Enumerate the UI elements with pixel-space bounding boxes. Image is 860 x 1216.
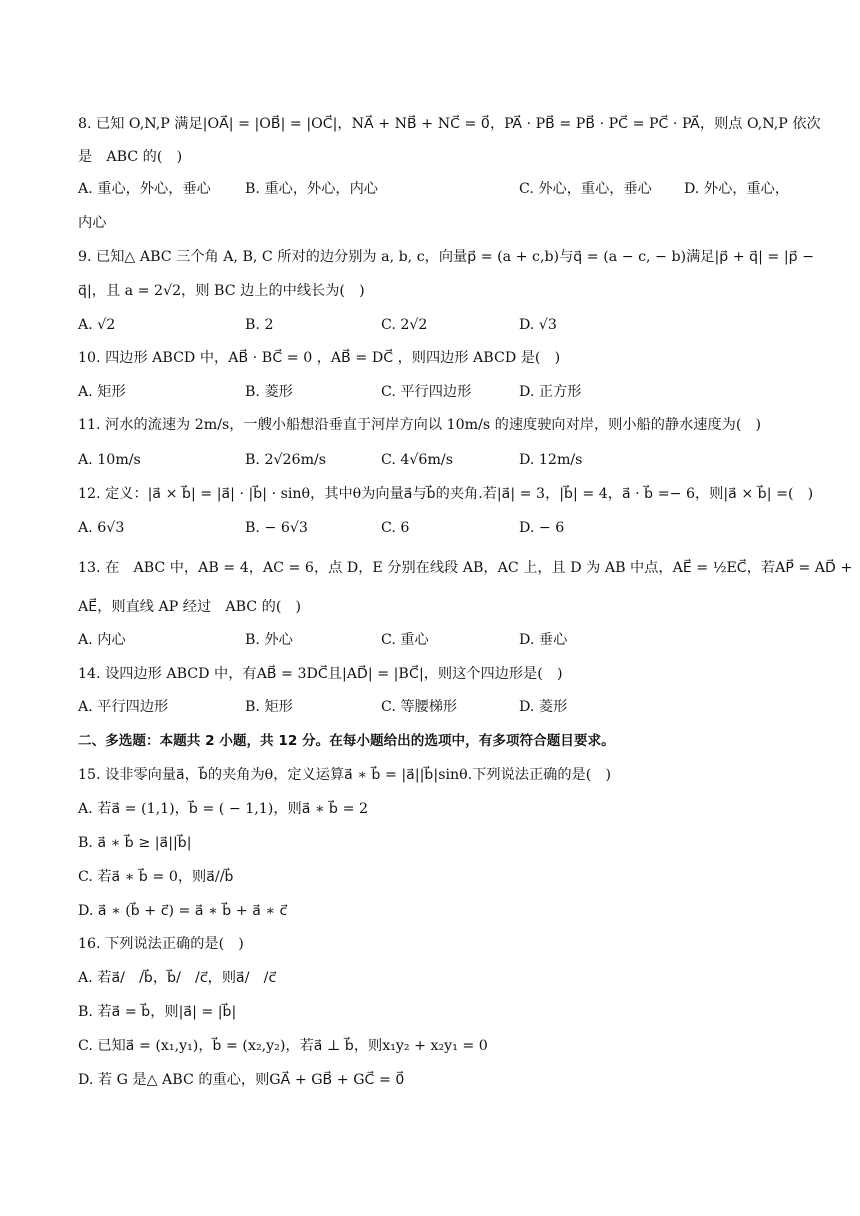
q11-option-b: B. 2√26m/s: [245, 452, 327, 468]
q13-option-d: D. 垂心: [519, 632, 568, 648]
q15-option-d: D. a⃗ ∗ (b⃗ + c⃗) = a⃗ ∗ b⃗ + a⃗ ∗ c⃗: [78, 903, 288, 919]
q10-option-d: D. 正方形: [519, 384, 582, 400]
q8-option-c: C. 外心，重心，垂心: [519, 181, 652, 197]
q14-option-d: D. 菱形: [519, 699, 568, 715]
q9-stem-cont: q⃗|，且 a = 2√2，则 BC 边上的中线长为( ): [78, 283, 365, 299]
q8-option-a: A. 重心，外心，垂心: [78, 181, 211, 197]
q12-options: [78, 518, 784, 538]
q13-options: [78, 630, 784, 650]
q12-option-c: C. 6: [381, 520, 410, 536]
q16-stem: 16. 下列说法正确的是( ): [78, 936, 244, 952]
q15-option-a: A. 若a⃗ = (1,1)，b⃗ = ( − 1,1)，则a⃗ ∗ b⃗ = 2: [78, 801, 368, 817]
q16-option-d: D. 若 G 是△ ABC 的重心，则GA⃗ + GB⃗ + GC⃗ = 0⃗: [78, 1072, 405, 1088]
q10-stem: 10. 四边形 ABCD 中，AB⃗ · BC⃗ = 0 ，AB⃗ = DC⃗ ，则四边形 ABCD 是( ): [78, 350, 561, 366]
q8-stem-cont: 是 ABC 的( ): [78, 149, 183, 165]
q13-stem: 13. 在 ABC 中，AB = 4，AC = 6，点 D，E 分别在线段 AB，AC 上，且 D 为 AB 中点，AE⃗ = ½EC⃗，若AP⃗ = AD⃗ +: [78, 560, 853, 576]
q13-stem-cont: AE⃗，则直线 AP 经过 ABC 的( ): [78, 599, 302, 615]
q14-stem: 14. 设四边形 ABCD 中，有AB⃗ = 3DC⃗且|AD⃗| = |BC⃗|，则这个四边形是( ): [78, 666, 563, 682]
q16-option-a: A. 若a⃗/ /b⃗，b⃗/ /c⃗，则a⃗/ /c⃗: [78, 970, 277, 986]
q10-option-a: A. 矩形: [78, 384, 126, 400]
q11-option-d: D. 12m/s: [519, 452, 583, 468]
q12-option-b: B. − 6√3: [245, 520, 308, 536]
q15-stem: 15. 设非零向量a⃗，b⃗的夹角为θ，定义运算a⃗ ∗ b⃗ = |a⃗||b⃗|sinθ.下列说法正确的是( ): [78, 767, 611, 783]
q12-option-a: A. 6√3: [78, 520, 125, 536]
q8-stem: 8. 已知 O,N,P 满足|OA⃗| = |OB⃗| = |OC⃗|，NA⃗ + NB⃗ + NC⃗ = 0⃗，PA⃗ · PB⃗ = PB⃗ · PC⃗ = PC⃗ · PA⃗，则点 O,N,P 依次: [78, 116, 821, 132]
q13-option-b: B. 外心: [245, 632, 293, 648]
q14-option-b: B. 矩形: [245, 699, 293, 715]
q15-option-b: B. a⃗ ∗ b⃗ ≥ |a⃗||b⃗|: [78, 835, 192, 851]
q9-stem: 9. 已知△ ABC 三个角 A, B, C 所对的边分别为 a, b, c，向量p⃗ = (a + c,b)与q⃗ = (a − c, − b)满足|p⃗ + q⃗| = |p⃗ −: [78, 249, 815, 265]
q12-option-d: D. − 6: [519, 520, 565, 536]
q10-option-b: B. 菱形: [245, 384, 293, 400]
q14-options: [78, 697, 784, 717]
q9-options: [78, 315, 784, 335]
q16-option-c: C. 已知a⃗ = (x₁,y₁)，b⃗ = (x₂,y₂)，若a⃗ ⊥ b⃗，则x₁y₂ + x₂y₁ = 0: [78, 1038, 488, 1054]
q10-option-c: C. 平行四边形: [381, 384, 472, 400]
q15-option-c: C. 若a⃗ ∗ b⃗ = 0，则a⃗//b⃗: [78, 869, 234, 885]
q9-option-c: C. 2√2: [381, 317, 428, 333]
q11-option-c: C. 4√6m/s: [381, 452, 453, 468]
q8-option-d: D. 外心，重心，: [684, 181, 790, 197]
q13-option-a: A. 内心: [78, 632, 126, 648]
q12-stem: 12. 定义：|a⃗ × b⃗| = |a⃗| · |b⃗| · sinθ，其中θ为向量a⃗与b⃗的夹角.若|a⃗| = 3，|b⃗| = 4，a⃗ · b⃗ =− 6，则|a⃗ × b⃗| =( ): [78, 486, 814, 502]
q11-option-a: A. 10m/s: [78, 452, 141, 468]
q8-options: [78, 179, 790, 199]
section-heading-multi-choice: 二、多选题：本题共 2 小题，共 12 分。在每小题给出的选项中，有多项符合题目要求。: [78, 733, 615, 749]
q11-options: [78, 450, 784, 470]
q8-option-b: B. 重心，外心，内心: [245, 181, 378, 197]
q10-options: [78, 382, 784, 402]
q11-stem: 11. 河水的流速为 2m/s，一艘小船想沿垂直于河岸方向以 10m/s 的速度驶向对岸，则小船的静水速度为( ): [78, 417, 762, 433]
q14-option-a: A. 平行四边形: [78, 699, 169, 715]
q14-option-c: C. 等腰梯形: [381, 699, 458, 715]
q9-option-b: B. 2: [245, 317, 274, 333]
q16-option-b: B. 若a⃗ = b⃗，则|a⃗| = |b⃗|: [78, 1004, 237, 1020]
q8-option-d-cont: 内心: [78, 215, 107, 231]
q9-option-d: D. √3: [519, 317, 557, 333]
q9-option-a: A. √2: [78, 317, 116, 333]
q13-option-c: C. 重心: [381, 632, 429, 648]
